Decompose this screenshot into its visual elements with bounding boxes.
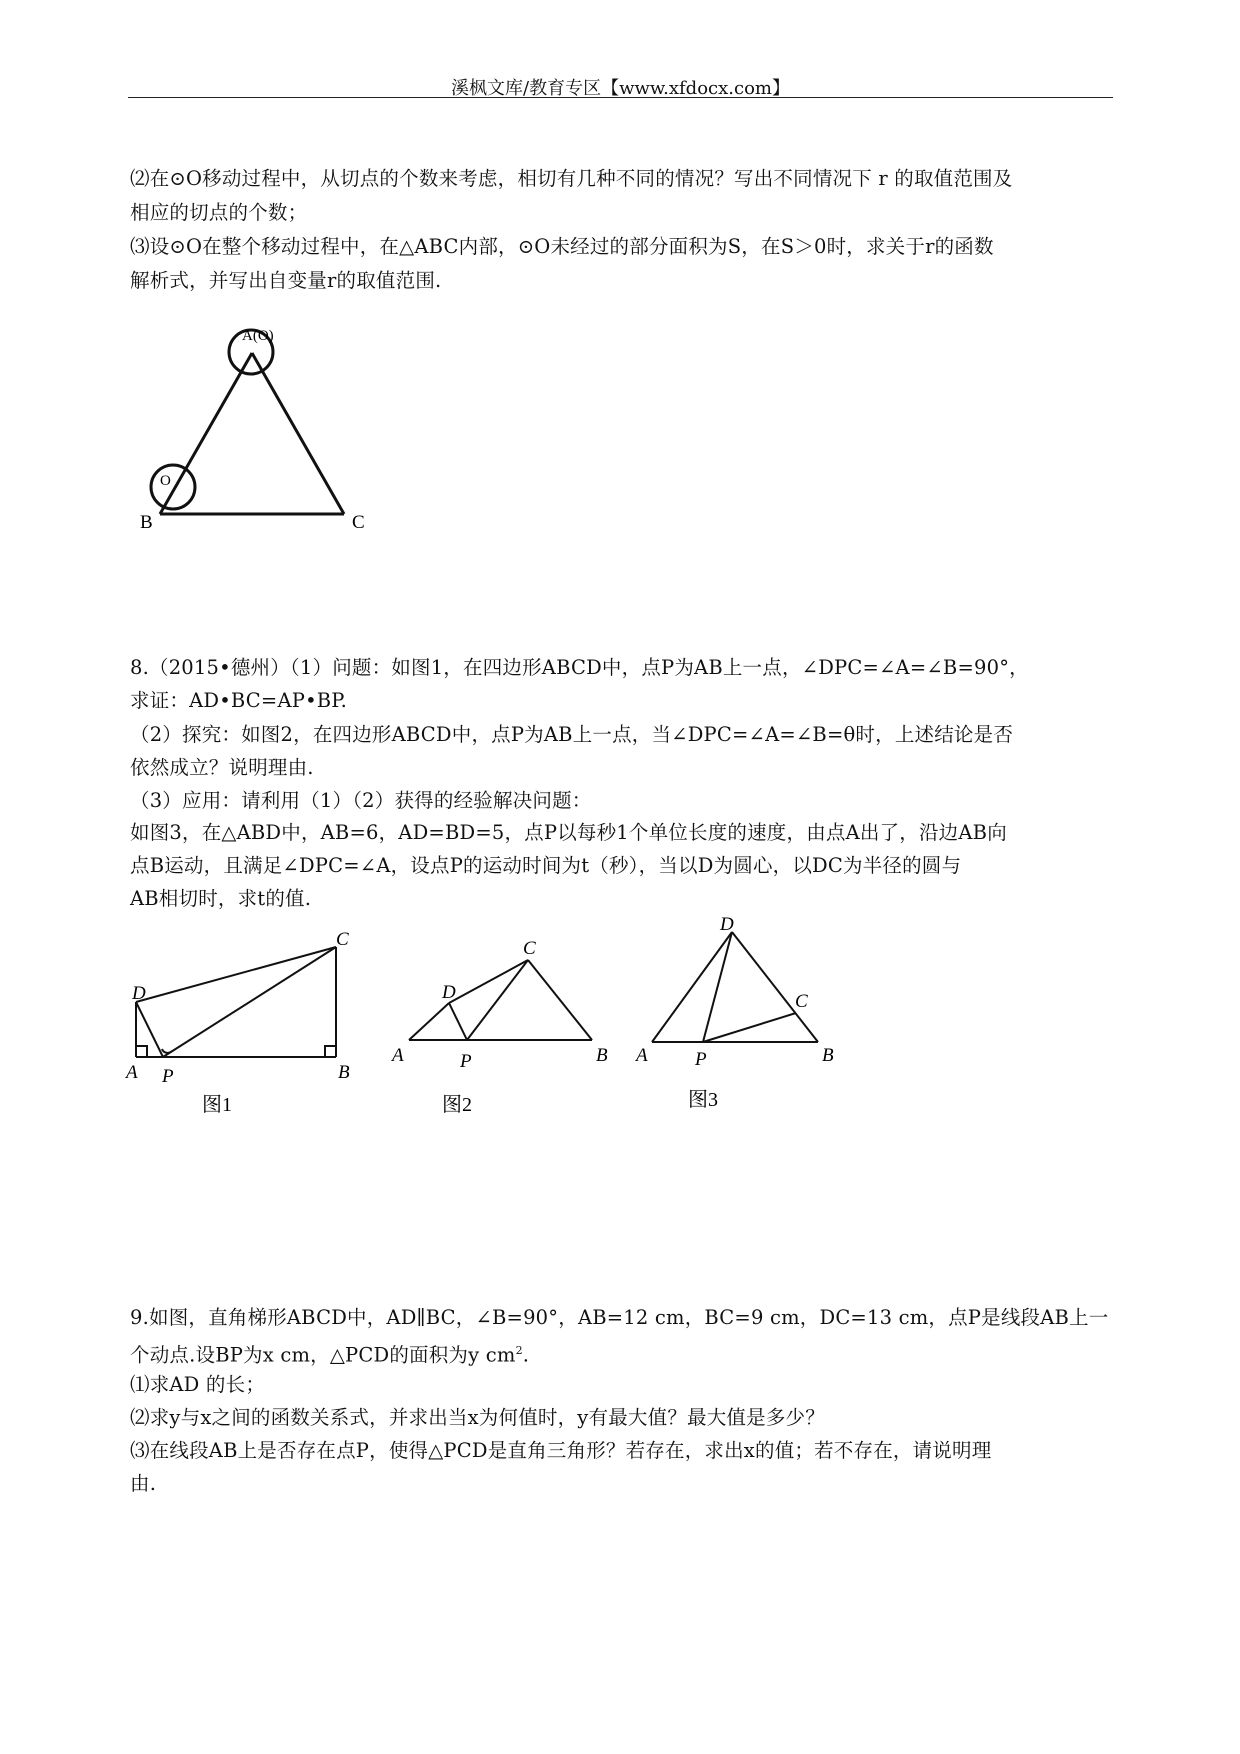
q8-line-2: 求证：AD•BC=AP•BP. bbox=[130, 689, 348, 712]
fig2-label-p: P bbox=[460, 1051, 472, 1072]
fig1-label-p: P bbox=[162, 1066, 174, 1087]
q9-line-2-period: . bbox=[522, 1343, 530, 1367]
q9-line-2-superscript: 2 bbox=[515, 1344, 523, 1357]
q9-line-3: ⑴求AD 的长； bbox=[130, 1373, 266, 1396]
q8-line-6: 如图3，在△ABD中，AB=6，AD=BD=5，点P以每秒1个单位长度的速度，由点A出了，沿边AB向 bbox=[130, 821, 1007, 844]
fig1-label-b: B bbox=[338, 1062, 350, 1083]
label-b: B bbox=[140, 512, 153, 533]
q9-line-5: ⑶在线段AB上是否存在点P，使得△PCD是直角三角形？若存在，求出x的值；若不存在，请说明理 bbox=[130, 1439, 992, 1462]
fig1-caption: 图1 bbox=[202, 1094, 232, 1116]
q7-line-2: 相应的切点的个数； bbox=[130, 201, 308, 224]
q8-line-8: AB相切时，求t的值. bbox=[130, 887, 312, 910]
fig2-label-c: C bbox=[523, 938, 536, 959]
side-ac bbox=[252, 353, 344, 514]
q9-line-2-text: 个动点.设BP为x cm，△PCD的面积为y cm bbox=[130, 1343, 516, 1367]
q7-line-4: 解析式，并写出自变量r的取值范围. bbox=[130, 269, 442, 292]
fig3-label-a: A bbox=[636, 1045, 648, 1066]
fig1-label-d: D bbox=[132, 983, 146, 1004]
fig2-label-b: B bbox=[596, 1045, 608, 1066]
q9-line-1: 9.如图，直角梯形ABCD中，AD∥BC，∠B=90°，AB=12 cm，BC=9 cm，DC=13 cm，点P是线段AB上一 bbox=[130, 1306, 1109, 1329]
side-ab bbox=[160, 353, 252, 514]
q8-line-5: （3）应用：请利用（1）（2）获得的经验解决问题： bbox=[130, 789, 592, 812]
q8-figure-1 bbox=[120, 925, 360, 1125]
q9-line-2 bbox=[130, 1338, 529, 1369]
page-header: 溪枫文库/教育专区【www.xfdocx.com】 bbox=[451, 78, 790, 99]
fig1-label-c: C bbox=[336, 929, 349, 950]
q7-line-3: ⑶设⊙O在整个移动过程中，在△ABC内部，⊙O未经过的部分面积为S，在S＞0时，求关于r的函数 bbox=[130, 235, 994, 258]
label-c: C bbox=[352, 512, 365, 533]
fig2-caption: 图2 bbox=[442, 1094, 472, 1116]
q8-line-1: 8.（2015•德州）（1）问题：如图1，在四边形ABCD中，点P为AB上一点，∠DPC=∠A=∠B=90°， bbox=[130, 656, 1029, 679]
q8-line-7: 点B运动，且满足∠DPC=∠A，设点P的运动时间为t（秒），当以D为圆心，以DC为半径的圆与 bbox=[130, 854, 962, 877]
fig3-label-c: C bbox=[795, 991, 808, 1012]
q8-line-3: （2）探究：如图2，在四边形ABCD中，点P为AB上一点，当∠DPC=∠A=∠B=θ时，上述结论是否 bbox=[130, 723, 1014, 746]
fig3-label-p: P bbox=[695, 1049, 707, 1070]
fig2-label-a: A bbox=[392, 1045, 404, 1066]
circle-o bbox=[151, 465, 195, 509]
fig3-label-d: D bbox=[720, 914, 734, 935]
fig3-caption: 图3 bbox=[688, 1089, 718, 1111]
label-a-o: A(O) bbox=[242, 328, 274, 344]
fig1-label-a: A bbox=[126, 1062, 138, 1083]
q7-line-1: ⑵在⊙O移动过程中，从切点的个数来考虑，相切有几种不同的情况？写出不同情况下 r 的取值范围及 bbox=[130, 167, 1013, 190]
header-divider bbox=[128, 97, 1113, 98]
fig3-label-b: B bbox=[822, 1045, 834, 1066]
q8-figure-2 bbox=[380, 925, 620, 1125]
label-o: O bbox=[160, 473, 171, 489]
q8-line-4: 依然成立？说明理由. bbox=[130, 756, 314, 779]
q8-figure-3 bbox=[630, 905, 850, 1125]
q7-triangle-figure bbox=[130, 320, 390, 540]
q9-line-6: 由. bbox=[130, 1472, 157, 1495]
fig2-label-d: D bbox=[442, 982, 456, 1003]
q9-line-4: ⑵求y与x之间的函数关系式，并求出当x为何值时，y有最大值？最大值是多少？ bbox=[130, 1406, 825, 1429]
